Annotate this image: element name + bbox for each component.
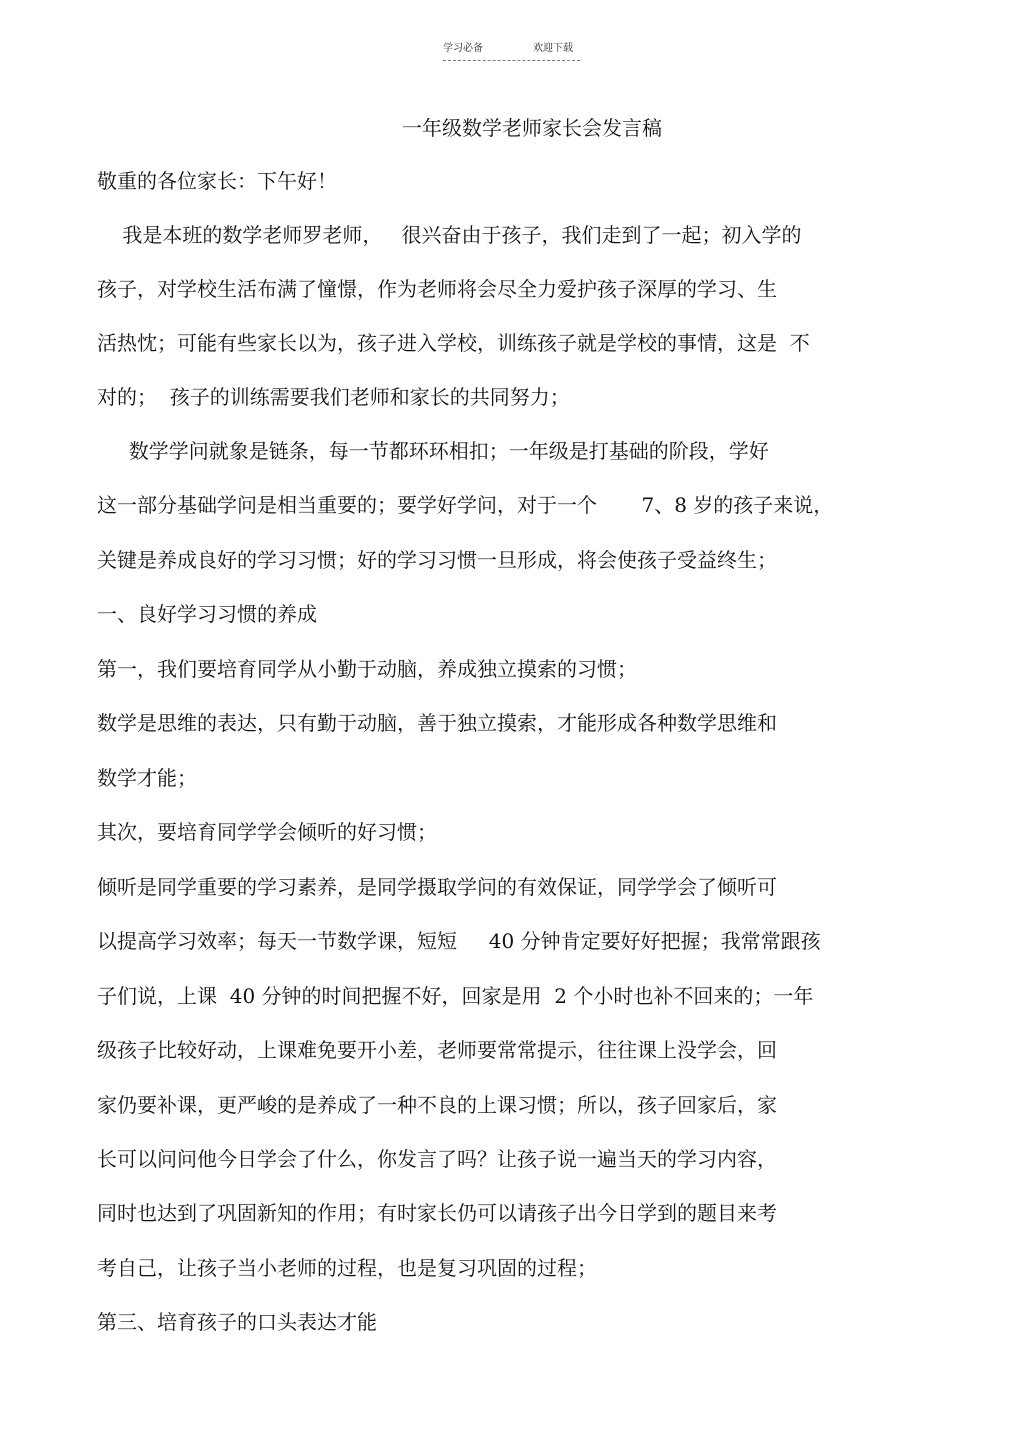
text-line: 数学才能； xyxy=(97,766,197,790)
header-divider xyxy=(443,60,580,61)
text-line: 长可以问问他今日学会了什么，你发言了吗？让孩子说一遍当天的学习内容， xyxy=(97,1147,777,1171)
text-line: 对的； 孩子的训练需要我们老师和家长的共同努力； xyxy=(97,385,570,409)
page-header xyxy=(0,42,1024,66)
text-line: 级孩子比较好动，上课难免要开小差，老师要常常提示，往往课上没学会，回 xyxy=(97,1038,777,1062)
header-right-text: 欢迎下载 xyxy=(533,43,573,54)
text-line: 数学是思维的表达，只有勤于动脑，善于独立摸索，才能形成各种数学思维和 xyxy=(97,711,777,735)
section-heading: 第三、培育孩子的口头表达才能 xyxy=(97,1310,377,1334)
text-line: 第一，我们要培育同学从小勤于动脑，养成独立摸索的习惯； xyxy=(97,657,637,681)
section-heading: 一、良好学习习惯的养成 xyxy=(97,602,317,626)
text-line: 我是本班的数学老师罗老师， 很兴奋由于孩子，我们走到了一起；初入学的 xyxy=(97,223,802,247)
text-line: 同时也达到了巩固新知的作用；有时家长仍可以请孩子出今日学到的题目来考 xyxy=(97,1201,777,1225)
header-left-text: 学习必备 xyxy=(443,43,483,54)
text-line: 敬重的各位家长：下午好！ xyxy=(97,169,337,193)
text-line: 考自己，让孩子当小老师的过程，也是复习巩固的过程； xyxy=(97,1256,597,1280)
text-line: 家仍要补课，更严峻的是养成了一种不良的上课习惯；所以，孩子回家后，家 xyxy=(97,1093,777,1117)
text-line: 数学学问就象是链条，每一节都环环相扣；一年级是打基础的阶段，学好 xyxy=(97,439,769,463)
text-line: 子们说，上课 40 分钟的时间把握不好，回家是用 2 个小时也补不回来的；一年 xyxy=(97,984,814,1008)
text-line: 这一部分基础学问是相当重要的；要学好学问，对于一个 7、8 岁的孩子来说， xyxy=(97,493,834,517)
text-line: 以提高学习效率；每天一节数学课，短短 40 分钟肯定要好好把握；我常常跟孩 xyxy=(97,929,821,953)
text-line: 其次，要培育同学学会倾听的好习惯； xyxy=(97,820,437,844)
text-line: 孩子，对学校生活布满了憧憬，作为老师将会尽全力爱护孩子深厚的学习、生 xyxy=(97,277,777,301)
text-line: 活热忱；可能有些家长以为，孩子进入学校，训练孩子就是学校的事情，这是 不 xyxy=(97,331,810,355)
text-line: 倾听是同学重要的学习素养，是同学摄取学问的有效保证，同学学会了倾听可 xyxy=(97,875,777,899)
text-line: 关键是养成良好的学习习惯；好的学习习惯一旦形成，将会使孩子受益终生； xyxy=(97,548,777,572)
document-title: 一年级数学老师家长会发言稿 xyxy=(402,116,662,140)
